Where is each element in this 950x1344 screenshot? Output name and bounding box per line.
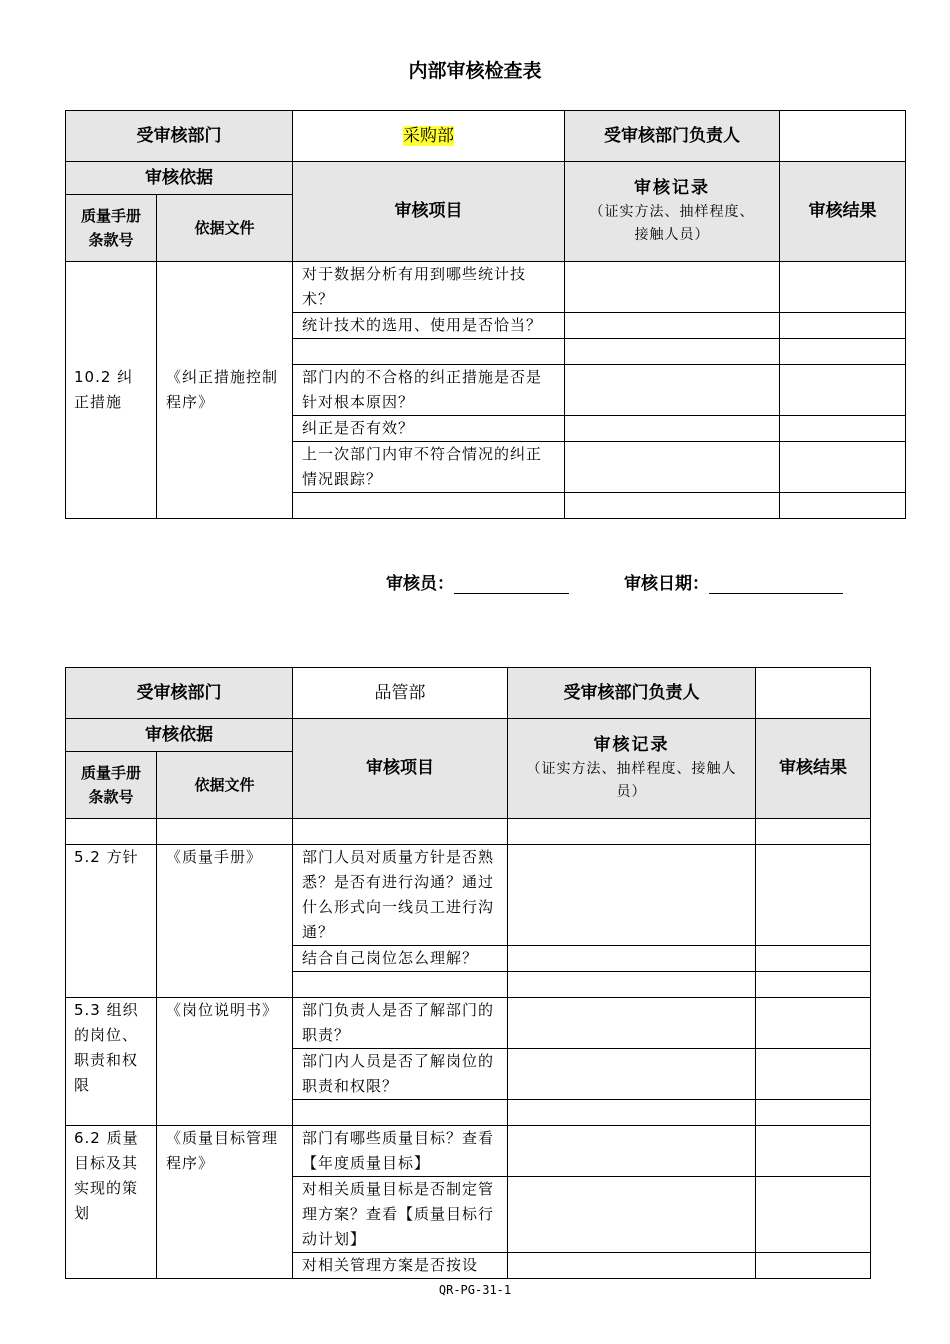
dept-label: 受审核部门 [66, 668, 293, 719]
audit-item: 部门人员对质量方针是否熟悉？是否有进行沟通？通过什么形式向一线员工进行沟通？ [293, 845, 508, 946]
clause-cell: 6.2 质量目标及其实现的策划 [66, 1126, 157, 1279]
audit-item: 部门有哪些质量目标？查看【年度质量目标】 [293, 1126, 508, 1177]
record-header [565, 162, 780, 262]
doc-cell: 《纠正措施控制程序》 [157, 262, 293, 519]
audit-date [624, 569, 843, 594]
audit-item: 部门内人员是否了解岗位的职责和权限？ [293, 1049, 508, 1100]
result-cell[interactable] [780, 365, 906, 416]
empty-cell [157, 819, 293, 845]
doc-cell: 《质量目标管理程序》 [157, 1126, 293, 1279]
dept-head-value[interactable] [780, 111, 906, 162]
record-cell[interactable] [565, 493, 780, 519]
record-cell[interactable] [508, 972, 756, 998]
page-title: 内部审核检查表 [408, 60, 542, 82]
record-cell[interactable] [508, 1049, 756, 1100]
record-cell[interactable] [565, 365, 780, 416]
result-cell[interactable] [780, 416, 906, 442]
dept-value-text: 采购部 [403, 125, 454, 146]
record-cell[interactable] [508, 845, 756, 946]
audit-item: 纠正是否有效？ [293, 416, 565, 442]
result-cell[interactable] [756, 946, 871, 972]
result-cell[interactable] [780, 493, 906, 519]
result-cell[interactable] [756, 998, 871, 1049]
record-sub: （证实方法、抽样程度、接触人员） [526, 761, 737, 800]
result-cell[interactable] [756, 845, 871, 946]
empty-cell [293, 819, 508, 845]
audit-item: 上一次部门内审不符合情况的纠正情况跟踪？ [293, 442, 565, 493]
result-cell[interactable] [756, 1100, 871, 1126]
form-code: QR-PG-31-1 [438, 1283, 512, 1297]
clause-cell: 5.2 方针 [66, 845, 157, 998]
record-label: 审核记录 [634, 178, 710, 198]
clause-label: 质量手册条款号 [66, 195, 157, 262]
audit-item [293, 972, 508, 998]
result-cell[interactable] [756, 972, 871, 998]
record-cell[interactable] [508, 946, 756, 972]
record-label: 审核记录 [593, 735, 670, 755]
dept-value: 品管部 [293, 668, 508, 719]
audit-item [293, 1100, 508, 1126]
item-label: 审核项目 [293, 162, 565, 262]
doc-label: 依据文件 [157, 752, 293, 819]
basis-label: 审核依据 [66, 719, 293, 752]
audit-date-label: 审核日期： [624, 574, 709, 594]
audit-date-line[interactable] [709, 571, 843, 594]
audit-item [293, 493, 565, 519]
dept-head-label: 受审核部门负责人 [565, 111, 780, 162]
audit-table-quality [65, 667, 871, 1279]
audit-table-procurement [65, 110, 906, 519]
record-cell[interactable] [508, 1177, 756, 1253]
result-cell[interactable] [756, 819, 871, 845]
record-cell[interactable] [508, 1253, 756, 1279]
record-cell[interactable] [565, 416, 780, 442]
audit-item: 对于数据分析有用到哪些统计技术？ [293, 262, 565, 313]
clause-label: 质量手册条款号 [66, 752, 157, 819]
doc-label: 依据文件 [157, 195, 293, 262]
result-cell[interactable] [780, 313, 906, 339]
auditor-line[interactable] [454, 571, 569, 594]
dept-value [293, 111, 565, 162]
auditor-label: 审核员： [386, 574, 454, 594]
audit-item [293, 339, 565, 365]
clause-cell: 5.3 组织的岗位、职责和权限 [66, 998, 157, 1126]
dept-head-value[interactable] [756, 668, 871, 719]
result-cell[interactable] [780, 262, 906, 313]
dept-label: 受审核部门 [66, 111, 293, 162]
result-cell[interactable] [780, 339, 906, 365]
audit-item: 对相关管理方案是否按设 [293, 1253, 508, 1279]
record-cell[interactable] [508, 1126, 756, 1177]
audit-item: 统计技术的选用、使用是否恰当？ [293, 313, 565, 339]
result-label: 审核结果 [780, 162, 906, 262]
basis-label: 审核依据 [66, 162, 293, 195]
item-label: 审核项目 [293, 719, 508, 819]
clause-cell: 10.2 纠正措施 [66, 262, 157, 519]
result-cell[interactable] [756, 1049, 871, 1100]
record-cell[interactable] [508, 1100, 756, 1126]
audit-item: 部门负责人是否了解部门的职责？ [293, 998, 508, 1049]
doc-cell: 《质量手册》 [157, 845, 293, 998]
record-cell[interactable] [508, 819, 756, 845]
record-cell[interactable] [508, 998, 756, 1049]
result-cell[interactable] [756, 1126, 871, 1177]
record-cell[interactable] [565, 313, 780, 339]
result-cell[interactable] [756, 1177, 871, 1253]
record-cell[interactable] [565, 442, 780, 493]
audit-item: 结合自己岗位怎么理解？ [293, 946, 508, 972]
audit-item: 部门内的不合格的纠正措施是否是针对根本原因？ [293, 365, 565, 416]
result-cell[interactable] [756, 1253, 871, 1279]
record-header [508, 719, 756, 819]
empty-cell [66, 819, 157, 845]
result-label: 审核结果 [756, 719, 871, 819]
dept-head-label: 受审核部门负责人 [508, 668, 756, 719]
doc-cell: 《岗位说明书》 [157, 998, 293, 1126]
record-cell[interactable] [565, 339, 780, 365]
auditor-signature [386, 569, 569, 594]
record-sub: （证实方法、抽样程度、接触人员） [589, 204, 755, 243]
result-cell[interactable] [780, 442, 906, 493]
record-cell[interactable] [565, 262, 780, 313]
audit-item: 对相关质量目标是否制定管理方案？查看【质量目标行动计划】 [293, 1177, 508, 1253]
